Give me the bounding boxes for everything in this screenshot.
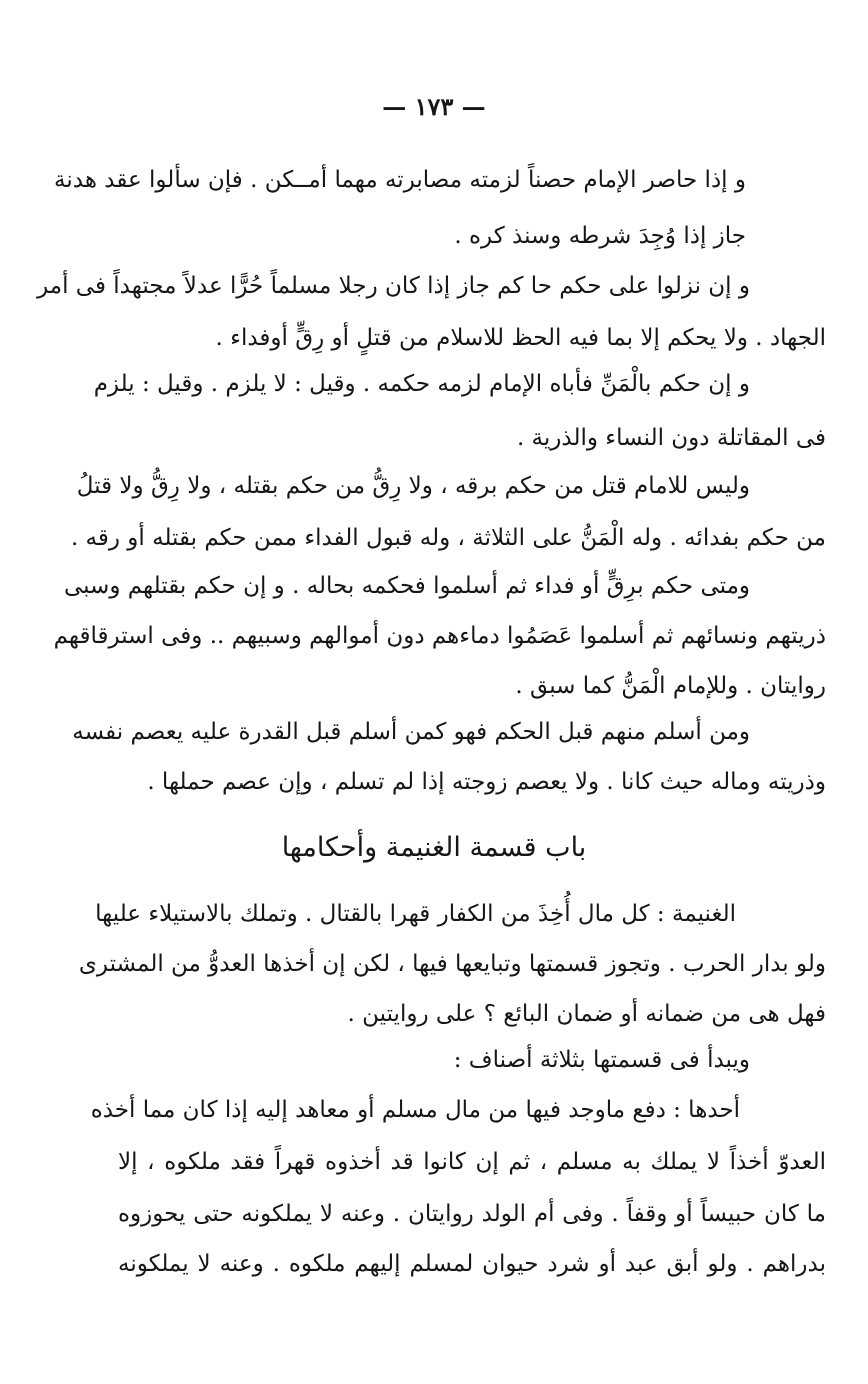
text-line: ما كان حبيساً أو وقفاً . وفى أم الولد روايتان . وعنه لا يملكونه حتى يحوزوه [118,1201,826,1227]
text-line: الغنيمة : كل مال أُخِذَ من الكفار قهرا بالقتال . وتملك بالاستيلاء عليها [95,901,736,927]
text-line: و إذا حاصر الإمام حصناً لزمته مصابرته مهما أمــكن . فإن سألوا عقد هدنة [54,167,746,193]
text-line: العدوّ أخذاً لا يملك به مسلم ، ثم إن كانوا قد أخذوه قهراً فقد ملكوه ، إلا [118,1149,826,1175]
text-line: أحدها : دفع ماوجد فيها من مال مسلم أو معاهد إليه إذا كان مما أخذه [90,1097,740,1123]
text-line: بدراهم . ولو أبق عبد أو شرد حيوان لمسلم إليهم ملكوه . وعنه لا يملكونه [118,1251,826,1277]
text-line: ويبدأ فى قسمتها بثلاثة أصناف : [453,1047,750,1073]
text-line: و إن نزلوا على حكم حا كم جاز إذا كان رجلا مسلماً حُرًّا عدلاً مجتهداً فى أمر [37,273,750,299]
page-number: — ١٧٣ — [382,92,486,121]
text-line: فى المقاتلة دون النساء والذرية . [516,425,826,451]
text-line: من حكم بفدائه . وله الْمَنُّ على الثلاثة ، وله قبول الفداء ممن حكم بقتله أو رقه . [70,525,826,551]
text-line: ومن أسلم منهم قبل الحكم فهو كمن أسلم قبل القدرة عليه يعصم نفسه [72,719,750,745]
text-line: فهل هى من ضمانه أو ضمان البائع ؟ على روايتين . [347,1001,826,1027]
text-line: روايتان . وللإمام الْمَنُّ كما سبق . [515,673,826,699]
text-line: ولو بدار الحرب . وتجوز قسمتها وتبايعها فيها ، لكن إن أخذها العدوُّ من المشترى [78,951,826,977]
text-line: ومتى حكم برِقٍّ أو فداء ثم أسلموا فحكمه بحاله . و إن حكم بقتلهم وسبى [63,573,750,599]
text-line: وليس للامام قتل من حكم برقه ، ولا رِقُّ من حكم بقتله ، ولا رِقُّ ولا قتلُ [76,473,750,499]
section-heading: باب قسمة الغنيمة وأحكامها [281,832,587,863]
text-line: جاز إذا وُجِدَ شرطه وسنذ كره . [454,223,746,249]
text-line: الجهاد . ولا يحكم إلا بما فيه الحظ للاسلام من قتلٍ أو رِقٍّ أوفداء . [215,325,826,351]
text-line: و إن حكم بالْمَنِّ فأباه الإمام لزمه حكمه . وقيل : لا يلزم . وقيل : يلزم [93,371,750,397]
text-line: وذريته وماله حيث كانا . ولا يعصم زوجته إذا لم تسلم ، وإن عصم حملها . [147,769,826,795]
text-line: ذريتهم ونسائهم ثم أسلموا عَصَمُوا دماءهم دون أموالهم وسبيهم .. وفى استرقاقهم [53,623,826,649]
